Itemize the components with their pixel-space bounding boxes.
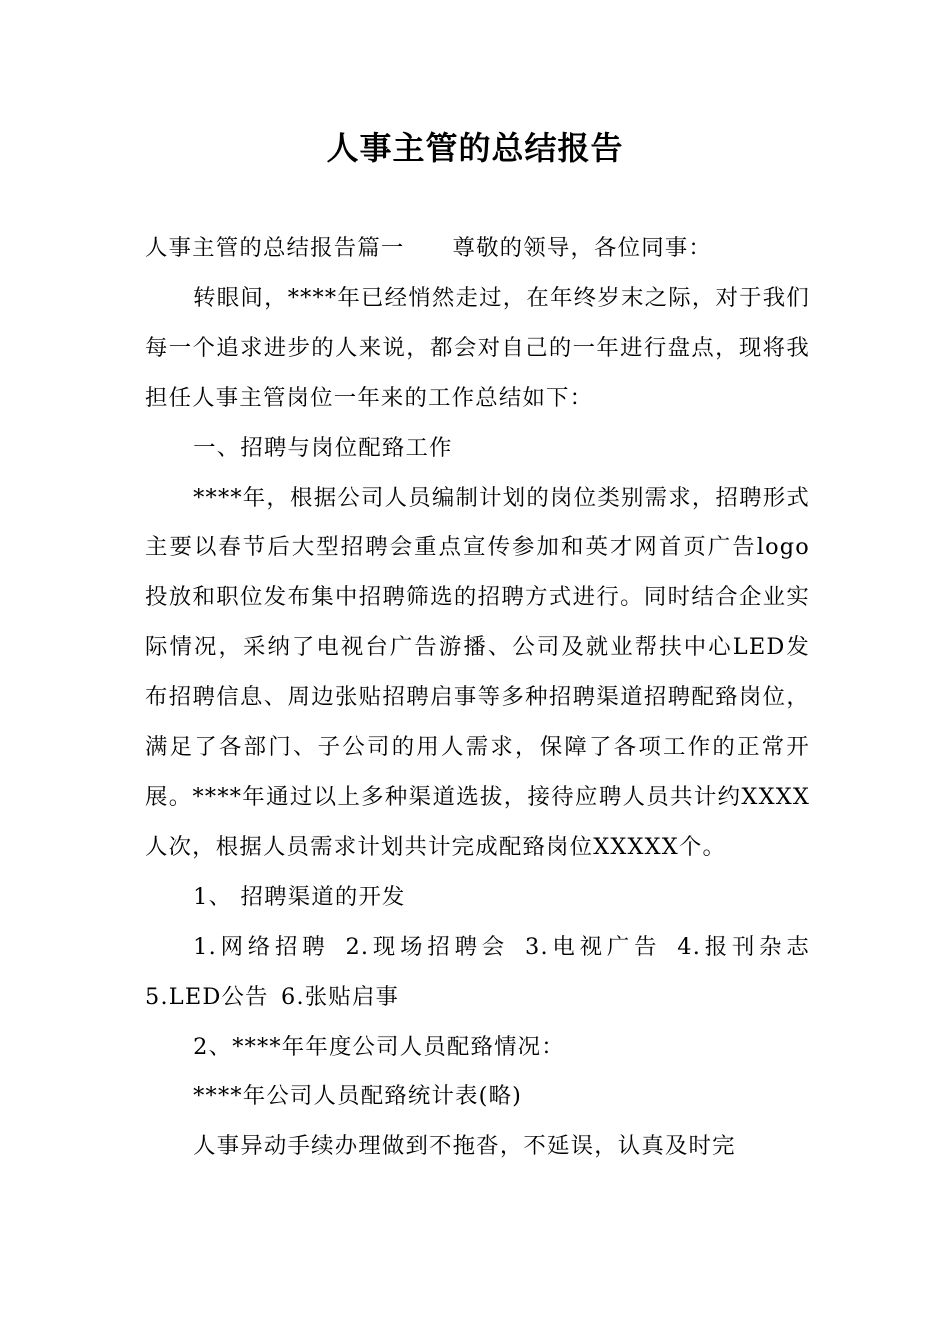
document-title: 人事主管的总结报告 — [326, 129, 624, 167]
paragraph-recruitment: ****年，根据公司人员编制计划的岗位类别需求，招聘形式主要以春节后大型招聘会重点宣传参加和英才网首页广告logo投放和职位发布集中招聘筛选的招聘方式进行。同时结合企业实际情况，采纳了电视台广告游播、公司及就业帮扶中心LED发布招聘信息、周边张贴招聘启事等多种招聘渠道招聘配臵岗位，满足了各部门、子公司的用人需求，保障了各项工作的正常开展。****年通过以上多种渠道选拔，接待应聘人员共计约XXXX人次，根据人员需求计划共计完成配臵岗位XXXXX个。 — [145, 484, 810, 860]
section-label: 人事主管的总结报告篇一 — [145, 235, 405, 261]
table-reference: ****年公司人员配臵统计表(略) — [193, 1083, 523, 1110]
subheading-staffing: 2、****年年度公司人员配臵情况： — [193, 1033, 565, 1060]
section-heading-recruitment: 一、招聘与岗位配臵工作 — [193, 434, 453, 461]
paragraph-personnel-changes: 人事异动手续办理做到不拖沓，不延误，认真及时完 — [193, 1133, 736, 1160]
paragraph-intro: 转眼间，****年已经悄然走过，在年终岁末之际，对于我们每一个追求进步的人来说，都会对自己的一年进行盘点，现将我担任人事主管岗位一年来的工作总结如下： — [145, 284, 810, 411]
salutation: 尊敬的领导，各位同事： — [452, 235, 712, 261]
subheading-channels: 1、 招聘渠道的开发 — [193, 883, 406, 910]
channel-list: 1.网络招聘 2.现场招聘会 3.电视广告 4.报刊杂志 5.LED公告 6.张贴启事 — [145, 933, 810, 1010]
opening-line — [145, 224, 810, 274]
document-body — [145, 224, 810, 1172]
